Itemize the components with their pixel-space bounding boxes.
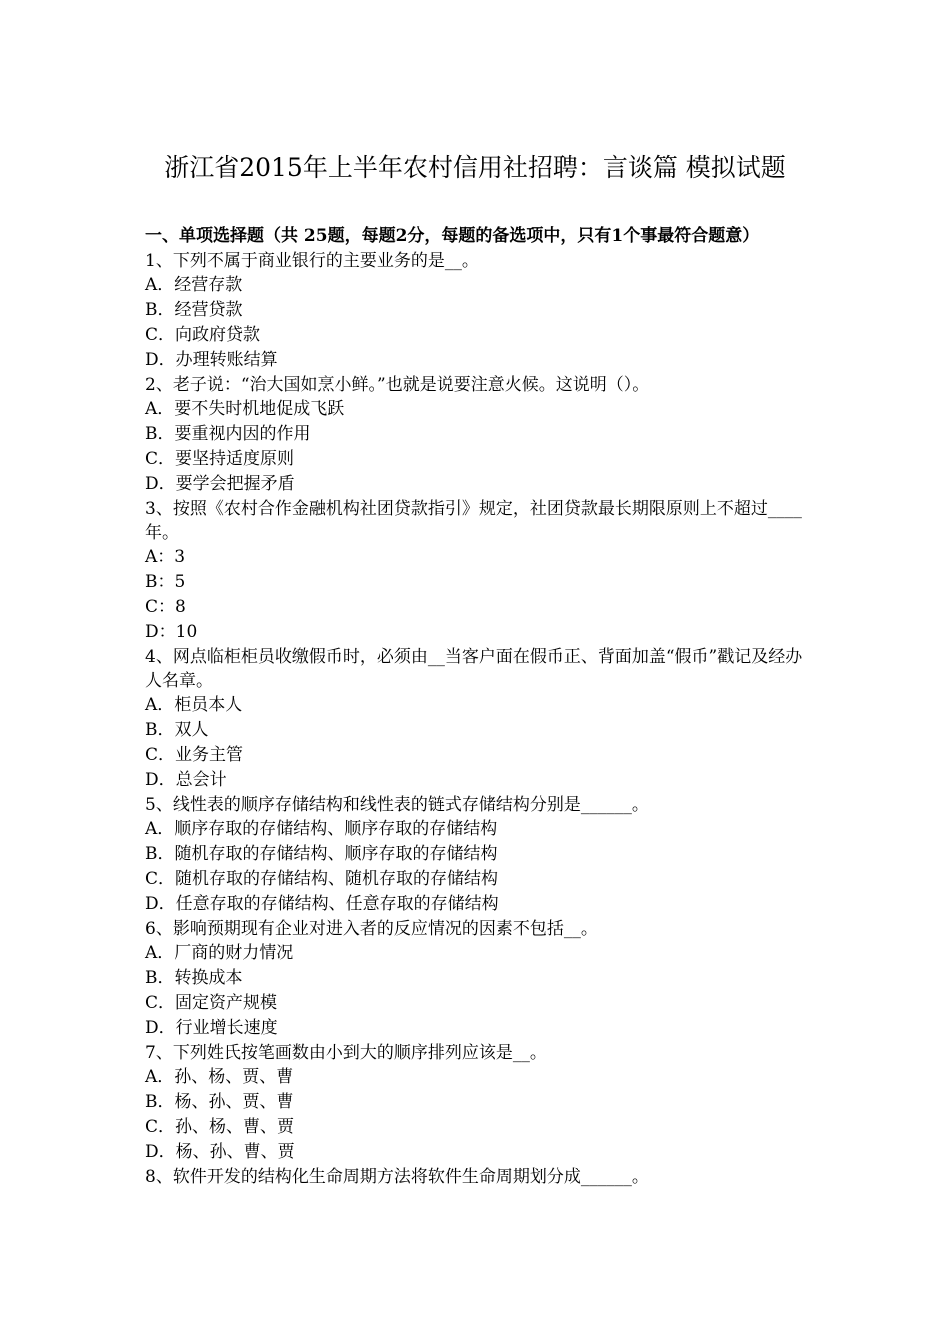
option-a: A．要不失时机地促成飞跃 xyxy=(145,399,345,419)
option-a: A．孙、杨、贾、曹 xyxy=(145,1067,294,1087)
option-b: B．随机存取的存储结构、顺序存取的存储结构 xyxy=(145,844,498,864)
option-a: A．顺序存取的存储结构、顺序存取的存储结构 xyxy=(145,819,498,839)
option-list xyxy=(145,1065,810,1165)
question-stem: 6、影响预期现有企业对进入者的反应情况的因素不包括__。 xyxy=(145,919,598,939)
option-c: C：8 xyxy=(145,597,186,617)
question-stem: 8、软件开发的结构化生命周期方法将软件生命周期划分成______。 xyxy=(145,1167,649,1187)
question-4 xyxy=(145,645,810,793)
option-d: D．杨、孙、曹、贾 xyxy=(145,1142,295,1162)
option-b: B．经营贷款 xyxy=(145,300,243,320)
option-c: C．孙、杨、曹、贾 xyxy=(145,1117,295,1137)
option-list xyxy=(145,397,810,497)
option-c: C．要坚持适度原则 xyxy=(145,449,295,469)
question-stem: 1、下列不属于商业银行的主要业务的是__。 xyxy=(145,251,479,271)
document-title: 浙江省2015年上半年农村信用社招聘：言谈篇 模拟试题 xyxy=(164,153,786,182)
option-c: C．业务主管 xyxy=(145,745,244,765)
option-a: A．柜员本人 xyxy=(145,695,243,715)
option-list xyxy=(145,693,810,793)
option-d: D：10 xyxy=(145,622,198,642)
question-stem: 7、下列姓氏按笔画数由小到大的顺序排列应该是__。 xyxy=(145,1043,547,1063)
question-5 xyxy=(145,793,810,917)
section-heading: 一、单项选择题（共 25题，每题2分，每题的备选项中，只有1个事最符合题意） xyxy=(145,226,760,246)
question-7 xyxy=(145,1041,810,1165)
question-8 xyxy=(145,1165,810,1189)
question-3 xyxy=(145,497,810,645)
option-list xyxy=(145,817,810,917)
question-stem: 5、线性表的顺序存储结构和线性表的链式存储结构分别是______。 xyxy=(145,795,649,815)
option-b: B．要重视内因的作用 xyxy=(145,424,311,444)
option-a: A．经营存款 xyxy=(145,275,243,295)
question-6 xyxy=(145,917,810,1041)
option-b: B：5 xyxy=(145,572,186,592)
option-b: B．双人 xyxy=(145,720,209,740)
question-stem: 3、按照《农村合作金融机构社团贷款指引》规定，社团贷款最长期限原则上不超过____年。 xyxy=(145,499,802,543)
option-list xyxy=(145,273,810,373)
option-a: A．厂商的财力情况 xyxy=(145,943,294,963)
option-c: C．固定资产规模 xyxy=(145,993,278,1013)
option-d: D．行业增长速度 xyxy=(145,1018,278,1038)
option-list xyxy=(145,941,810,1041)
option-d: D．要学会把握矛盾 xyxy=(145,474,295,494)
option-d: D．总会计 xyxy=(145,770,227,790)
option-d: D．任意存取的存储结构、任意存取的存储结构 xyxy=(145,894,499,914)
question-stem: 2、老子说：“治大国如烹小鲜。”也就是说要注意火候。这说明（）。 xyxy=(145,375,650,395)
option-b: B．转换成本 xyxy=(145,968,243,988)
question-stem: 4、网点临柜柜员收缴假币时，必须由__当客户面在假币正、背面加盖“假币”戳记及经办人名章。 xyxy=(145,647,803,691)
option-c: C．随机存取的存储结构、随机存取的存储结构 xyxy=(145,869,499,889)
question-1 xyxy=(145,249,810,373)
option-a: A：3 xyxy=(145,547,186,567)
option-b: B．杨、孙、贾、曹 xyxy=(145,1092,294,1112)
option-c: C．向政府贷款 xyxy=(145,325,261,345)
question-2 xyxy=(145,373,810,497)
option-d: D．办理转账结算 xyxy=(145,350,278,370)
document-body xyxy=(145,224,810,1189)
option-list xyxy=(145,545,810,645)
